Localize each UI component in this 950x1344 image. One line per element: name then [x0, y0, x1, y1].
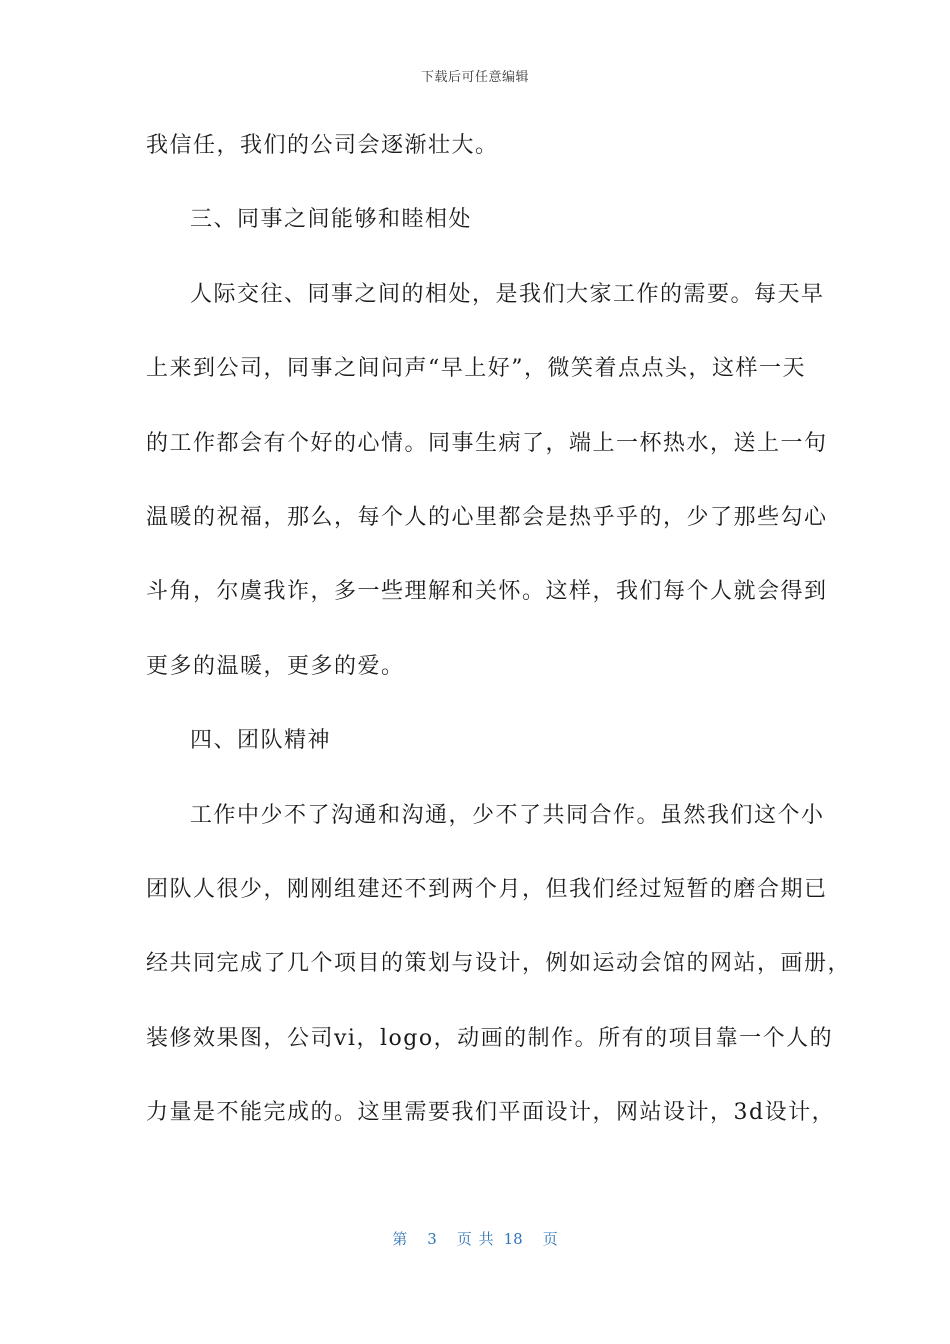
paragraph-line: 力量是不能完成的。这里需要我们平面设计，网站设计，3d设计， [146, 1100, 836, 1126]
footer-prefix: 第 [392, 1230, 408, 1248]
footer-suffix: 页 [542, 1230, 558, 1248]
paragraph-line: 经共同完成了几个项目的策划与设计，例如运动会馆的网站，画册， [146, 951, 852, 977]
footer-total-pages: 18 [503, 1230, 523, 1248]
paragraph-line: 人际交往、同事之间的相处，是我们大家工作的需要。每天早 [190, 281, 825, 307]
page-header: 下载后可任意编辑 [420, 70, 529, 85]
paragraph-line: 我信任，我们的公司会逐渐壮大。 [146, 133, 499, 158]
paragraph-line: 温暖的祝福，那么，每个人的心里都会是热乎乎的，少了那些勾心 [146, 504, 828, 530]
paragraph-line: 团队人很少，刚刚组建还不到两个月，但我们经过短暂的磨合期已 [146, 876, 828, 902]
paragraph-line: 更多的温暖，更多的爱。 [146, 653, 405, 679]
paragraph-line: 工作中少不了沟通和沟通，少不了共同合作。虽然我们这个小 [190, 802, 825, 828]
page-footer [0, 1228, 950, 1249]
section-heading-3: 三、同事之间能够和睦相处 [190, 207, 473, 233]
footer-middle: 页 共 [456, 1230, 494, 1248]
paragraph-line: 上来到公司，同事之间问声“早上好”，微笑着点点头，这样一天 [146, 356, 806, 382]
paragraph-line: 斗角，尔虞我诈，多一些理解和关怀。这样，我们每个人就会得到 [146, 579, 828, 605]
paragraph-line: 的工作都会有个好的心情。同事生病了，端上一杯热水，送上一句 [146, 430, 828, 456]
document-body [146, 124, 852, 1165]
footer-page-number: 3 [427, 1230, 437, 1248]
section-heading-4: 四、团队精神 [190, 728, 332, 754]
paragraph-line: 装修效果图，公司vi，logo，动画的制作。所有的项目靠一个人的 [146, 1025, 834, 1051]
